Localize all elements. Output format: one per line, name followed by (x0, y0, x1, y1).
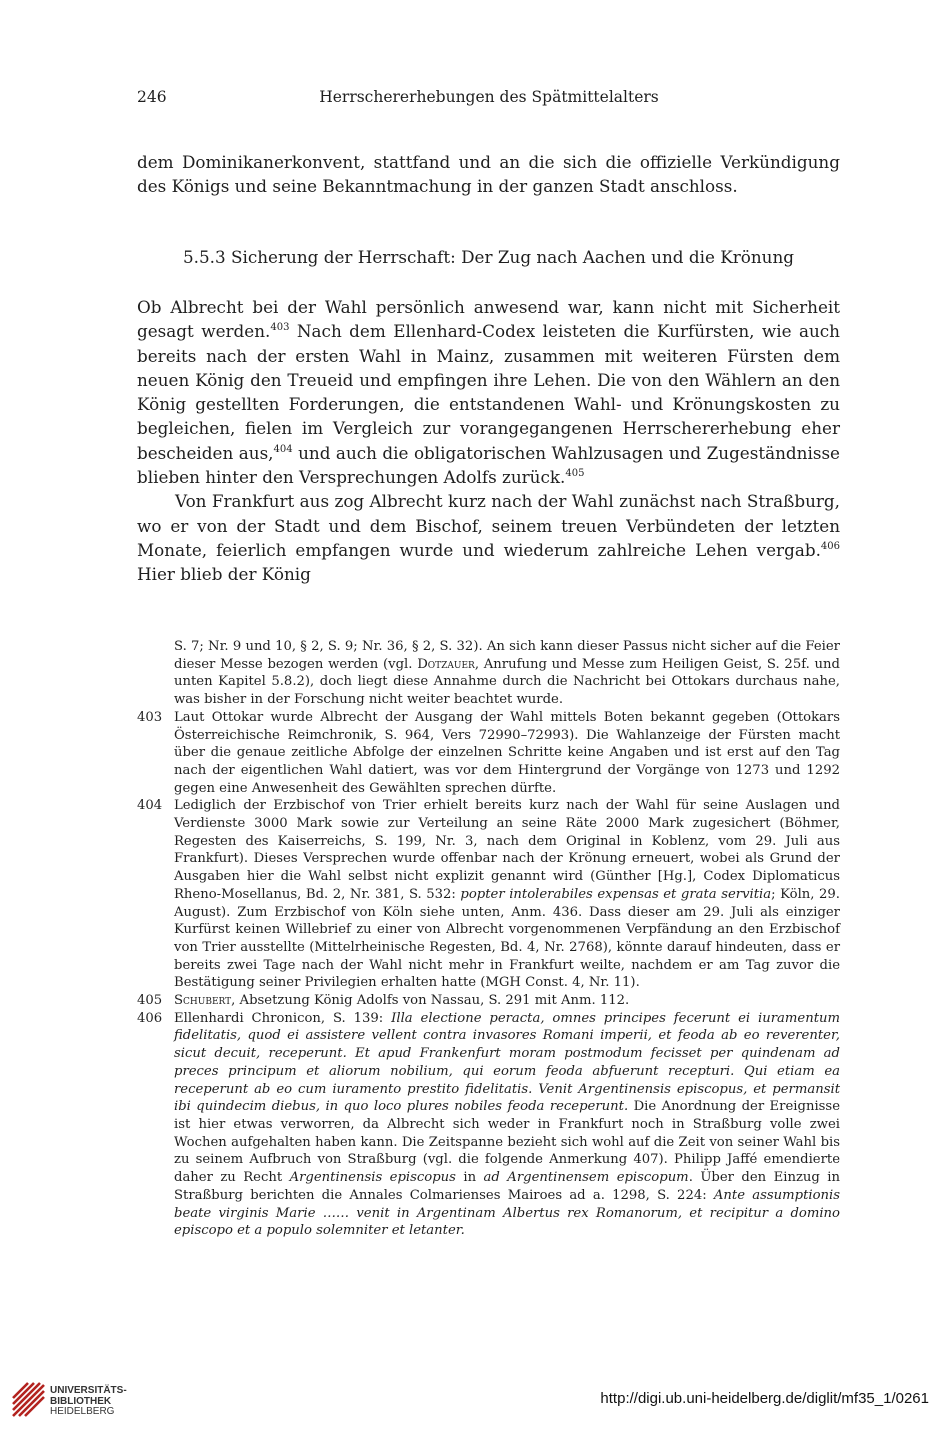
text-run: Ob Albrecht bei der Wahl persönlich anwesend war, kann nicht mit Sicherheit gesagt werden. (137, 297, 840, 342)
section-heading: 5.5.3 Sicherung der Herrschaft: Der Zug nach Aachen und die Krönung (182, 247, 795, 267)
latin-quote: Argentinensis episcopus (289, 1170, 456, 1186)
latin-quote: popter intolerabiles expensas et grata servitia (460, 886, 772, 902)
text-run: S. 7; Nr. 9 und 10, § 2, S. 9; Nr. 36, § 2, S. 32). An sich kann dieser Passus nicht sicher auf die Feier dieser Messe bezogen werden (vgl. (174, 639, 840, 672)
page-number: 246 (137, 88, 167, 106)
text-run: Nach dem Ellenhard-Codex leisteten die Kurfürsten, wie auch bereits nach der ersten Wahl in Mainz, zusammen mit weiteren Fürsten dem neuen König den Treueid und empfingen ihre Lehen. Die von den Wählern an den König gestellten Forderungen, die entstandenen Wahl- und Krönungskosten zu begleichen, fielen im Vergleich zur vorangegangenen Herrschererhebung eher bescheiden aus, (137, 321, 840, 463)
library-name-line: BIBLIOTHEK (50, 1395, 112, 1407)
paragraph-continuation (137, 150, 840, 199)
text-run: Lediglich der Erzbischof von Trier erhielt bereits kurz nach der Wahl für seine Auslagen und Verdienste 3000 Mark sowie zur Verteilung an seine Räte 2000 Mark zugesichert (Böhmer, Regesten des Kaiserreichs, S. 199, Nr. 3, nach dem Original in Koblenz, vom 29. Juli aus Frankfurt). Dieses Versprechen wurde offenbar nach der Krönung erneuert, wobei als Grund der Ausgaben hier die Wahl selbst nicht explizit genannt wird (Günther [Hg.], Codex Diplomaticus Rheno-Mosellanus, Bd. 2, Nr. 381, S. 532: (174, 798, 840, 902)
page-header (137, 88, 841, 110)
author-name: Dotzauer (417, 656, 475, 672)
footnote-ref-406[interactable]: 406 (820, 540, 840, 552)
text-run: und auch die obligatorischen Wahlzusagen und Zugeständnisse blieben hinter den Versprechungen Adolfs zurück. (137, 442, 840, 488)
text-run: , Absetzung König Adolfs von Nassau, S. 291 mit Anm. 112. (231, 993, 630, 1009)
footnote-ref-403[interactable]: 403 (270, 322, 290, 334)
text-run: Ellenhardi Chronicon, S. 139: (174, 1010, 392, 1026)
footnote-continuation (137, 638, 840, 709)
footnote-404 (137, 797, 840, 992)
source-url-link[interactable]: http://digi.ub.uni-heidelberg.de/diglit/mf35_1/0261 (600, 1390, 929, 1407)
author-name: Schubert (174, 993, 232, 1009)
text-run: . Über den Einzug in Straßburg berichten die Annales Colmarienses Mairoes ad a. 1298, S. 224: (174, 1170, 840, 1203)
text-run: in (455, 1170, 484, 1186)
footnotes (137, 638, 840, 1240)
text-run: Die Anordnung der Ereignisse ist hier etwas verworren, da Albrecht sich weder in Frankfurt noch in Straßburg volle zwei Wochen aufgehalten haben kann. Die Zeitspanne bezieht sich wohl auf die Zeit von seiner Wahl bis zu seinem Aufbruch von Straßburg (vgl. die folgende Anmerkung 407). Philipp Jaffé emendierte daher zu Recht (174, 1099, 841, 1186)
library-logo-icon (10, 1380, 46, 1418)
latin-quote: Ante assumptionis beate virginis Marie …… venit in Argentinam Albertus rex Romanorum, et recipitur a domino episcopo et a populo solemniter et letanter. (174, 1187, 840, 1239)
footnote-406 (137, 1010, 840, 1240)
footnote-number: 405 (137, 993, 163, 1009)
footnote-number: 404 (137, 798, 163, 814)
footnote-ref-404[interactable]: 404 (273, 443, 293, 455)
footnote-number: 403 (137, 709, 163, 725)
library-name-line: UNIVERSITÄTS- (50, 1385, 127, 1396)
library-name-line: HEIDELBERG (50, 1406, 115, 1417)
footnote-405 (137, 992, 840, 1010)
library-name (50, 1386, 127, 1418)
text-run: , Anrufung und Messe zum Heiligen Geist, S. 25f. und unten Kapitel 5.8.2), doch liegt diese Annahme durch die Nachricht bei Ottokars durchaus nahe, was bisher in der Forschung nicht weiter beachtet wurde. (174, 656, 840, 708)
footnote-403 (137, 709, 840, 798)
latin-quote: ad Argentinensem episcopum (483, 1170, 689, 1186)
main-text (137, 295, 840, 587)
paragraph-strassburg (137, 489, 840, 586)
page-footer (0, 1380, 941, 1420)
text-run: Hier blieb der König (137, 564, 311, 585)
latin-quote: Illa electione peracta, omnes principes fecerunt ei iuramentum fidelitatis, quod ei assistere vellent contra invasores Romani imperii, et feoda ab eo reverenter, sicut decuit, receperunt. Et apud Frankenfurt moram postmodum fecisset per quindenam ad preces principum et aliorum nobilium, qui eorum feoda abfuerunt recepturi. Qui etiam ea receperunt ab eo cum iuramento prestito fidelitatis. Venit Argentinensis episcopus, et permansit ibi quindecim diebus, in quo loco plures nobiles feoda receperunt. (174, 1010, 840, 1115)
footnote-ref-405[interactable]: 405 (565, 468, 585, 480)
text-run: Von Frankfurt aus zog Albrecht kurz nach der Wahl zunächst nach Straßburg, wo er von der Stadt und dem Bischof, seinem treuen Verbündeten der letzten Monate, feierlich empfangen wurde und wiederum zahlreiche Lehen vergab. (137, 491, 840, 560)
footnote-number: 406 (137, 1010, 163, 1026)
text-run: ; Köln, 29. August). Zum Erzbischof von Köln siehe unten, Anm. 436. Dass dieser am 29. Juli als einziger Kurfürst keinen Willebrief zu einer von Albrecht vorgenommenen Verpfändung an den Erzbischof von Trier ausstellte (Mittelrheinische Regesten, Bd. 4, Nr. 2768), könnte darauf hindeuten, dass er bereits zwei Tage nach der Wahl nicht mehr in Frankfurt weilte, nachdem er am Tag zuvor die Bestätigung seiner Privilegien erhalten hatte (MGH Const. 4, Nr. 11). (174, 886, 840, 991)
paragraph-albrecht-election (137, 295, 840, 489)
running-title: Herrschererhebungen des Spätmittelalters (319, 88, 659, 106)
footnote-text: Laut Ottokar wurde Albrecht der Ausgang der Wahl mittels Boten bekannt gegeben (Ottokars Österreichische Reimchronik, S. 964, Vers 72990–72993). Die Wahlanzeige der Fürsten macht über die genaue zeitliche Abfolge der einzelnen Schritte keine Angaben und ist erst auf den Tag nach der eigentlichen Wahl datiert, was vor dem Hintergrund der Vorgänge von 1273 und 1292 gegen eine Anwesenheit des Gewählten sprechen dürfte. (174, 709, 840, 796)
paragraph-text: dem Dominikanerkonvent, stattfand und an die sich die offizielle Verkündigung des Königs und seine Bekanntmachung in der ganzen Stadt anschloss. (137, 152, 840, 197)
